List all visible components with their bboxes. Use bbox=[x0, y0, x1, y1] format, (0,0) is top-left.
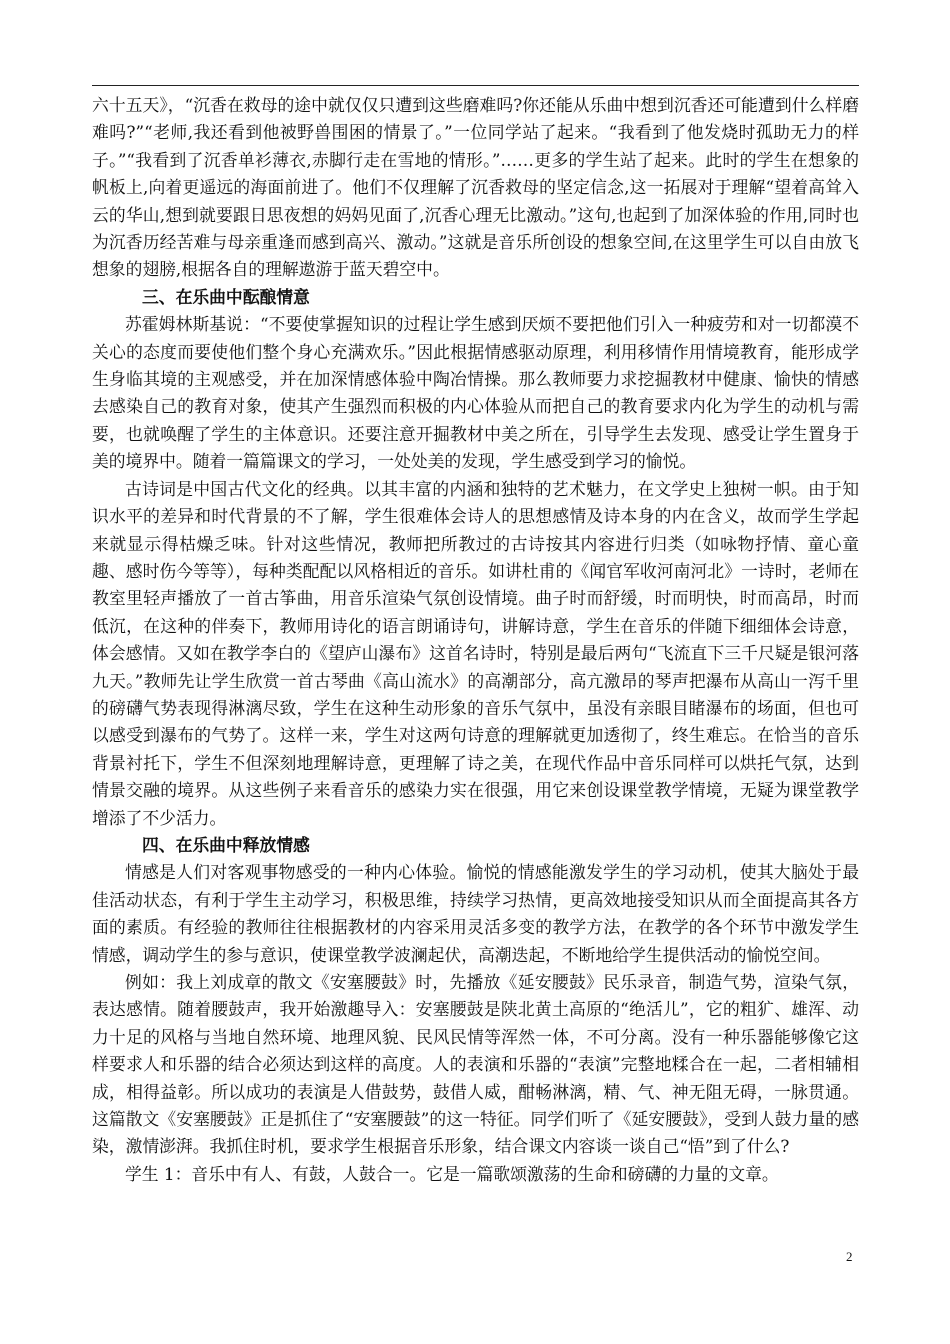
paragraph: 学生 1：音乐中有人、有鼓，人鼓合一。它是一篇歌颂激荡的生命和磅礴的力量的文章。 bbox=[125, 1163, 779, 1184]
paragraph-continuation: 六十五天》，“沉香在救母的途中就仅仅只遭到这些磨难吗?你还能从乐曲中想到沉香还可能遭到什么样磨难吗?”“老师,我还看到他被野兽围困的情景了。”一位同学站了起来。“我看到了他发烧时孤助无力的样子。”“我看到了沉香单衫薄衣,赤脚行走在雪地的情形。”……更多的学生站了起来。此时的学生在想象的帆板上,向着更遥远的海面前进了。他们不仅理解了沉香救母的坚定信念,这一拓展对于理解“望着高耸入云的华山,想到就要跟日思夜想的妈妈见面了,沉香心理无比激动。”这句,也起到了加深体验的作用,同时也为沉香历经苦难与母亲重逢而感到高兴、激动。”这就是音乐所创设的想象空间,在这里学生可以自由放飞想象的翅膀,根据各自的理解遨游于蓝天碧空中。 bbox=[92, 95, 859, 280]
paragraph: 古诗词是中国古代文化的经典。以其丰富的内涵和独特的艺术魅力，在文学史上独树一帜。由于知识水平的差异和时代背景的不了解，学生很难体会诗人的思想感情及诗本身的内在含义，故而学生学起来就显示得枯燥乏味。针对这些情况，教师把所教过的古诗按其内容进行归类（如咏物抒情、童心童趣、感时伤今等等），每种类配配以风格相近的音乐。如讲杜甫的《闻官军收河南河北》一诗时，老师在教室里轻声播放了一首古筝曲，用音乐渲染气氛创设情境。曲子时而舒缓，时而明快，时而高昂，时而低沉，在这种的伴奏下，教师用诗化的语言朗诵诗句，讲解诗意，学生在音乐的伴随下细细体会诗意，体会感情。又如在教学李白的《望庐山瀑布》这首名诗时，特别是最后两句“飞流直下三千尺疑是银河落九天。”教师先让学生欣赏一首古琴曲《高山流水》的高潮部分，高亢激昂的琴声把瀑布从高山一泻千里的磅礴气势表现得淋漓尽致，学生在这种生动形象的音乐气氛中，虽没有亲眼目睹瀑布的场面，但也可以感受到瀑布的气势了。这样一来，学生对这两句诗意的理解就更加透彻了，终生难忘。在恰当的音乐背景衬托下，学生不但深刻地理解诗意，更理解了诗之美，在现代作品中音乐同样可以烘托气氛，达到情景交融的境界。从这些例子来看音乐的感染力实在很强，用它来创设课堂教学情境，无疑为课堂教学增添了不少活力。 bbox=[92, 478, 859, 828]
paragraph: 例如：我上刘成章的散文《安塞腰鼓》时，先播放《延安腰鼓》民乐录音，制造气势，渲染气氛，表达感情。随着腰鼓声，我开始激趣导入：安塞腰鼓是陕北黄土高原的“绝活儿”，它的粗犷、雄浑、动力十足的风格与当地自然环境、地理风貌、民风民情等浑然一体，不可分离。没有一种乐器能够像它这样要求人和乐器的结合必须达到这样的高度。人的表演和乐器的“表演”完整地糅合在一起，二者相辅相成，相得益彰。所以成功的表演是人借鼓势，鼓借人威，酣畅淋漓，精、气、神无阻无碍，一脉贯通。这篇散文《安塞腰鼓》正是抓住了“安塞腰鼓”的这一特征。同学们听了《延安腰鼓》，受到人鼓力量的感染，激情澎湃。我抓住时机，要求学生根据音乐形象，结合课文内容谈一谈自己“悟”到了什么? bbox=[92, 972, 859, 1157]
section-heading-four: 四、在乐曲中释放情感 bbox=[142, 834, 310, 855]
document-body bbox=[92, 92, 859, 1188]
paragraph: 苏霍姆林斯基说：“不要使掌握知识的过程让学生感到厌烦不要把他们引入一种疲劳和对一切都漠不关心的态度而要使他们整个身心充满欢乐。”因此根据情感驱动原理，利用移情作用情境教育，能形成学生身临其境的主观感受，并在加深情感体验中陶冶情操。那么教师要力求挖掘教材中健康、愉快的情感去感染自己的教育对象，使其产生强烈而积极的内心体验从而把自己的教育要求内化为学生的动机与需要，也就唤醒了学生的主体意识。还要注意开掘教材中美之所在，引导学生去发现、感受让学生置身于美的境界中。随着一篇篇课文的学习，一处处美的发现，学生感受到学习的愉悦。 bbox=[92, 314, 859, 472]
paragraph: 情感是人们对客观事物感受的一种内心体验。愉悦的情感能激发学生的学习动机，使其大脑处于最佳活动状态，有利于学生主动学习，积极思维，持续学习热情，更高效地接受知识从而全面提高其各方面的素质。有经验的教师往往根据教材的内容采用灵活多变的教学方法，在教学的各个环节中激发学生情感，调动学生的参与意识，使课堂教学波澜起伏，高潮迭起，不断地给学生提供活动的愉悦空间。 bbox=[92, 862, 859, 965]
section-heading-three: 三、在乐曲中酝酿情意 bbox=[142, 286, 310, 307]
header-rule bbox=[92, 85, 859, 86]
page-number: 2 bbox=[846, 1249, 853, 1264]
